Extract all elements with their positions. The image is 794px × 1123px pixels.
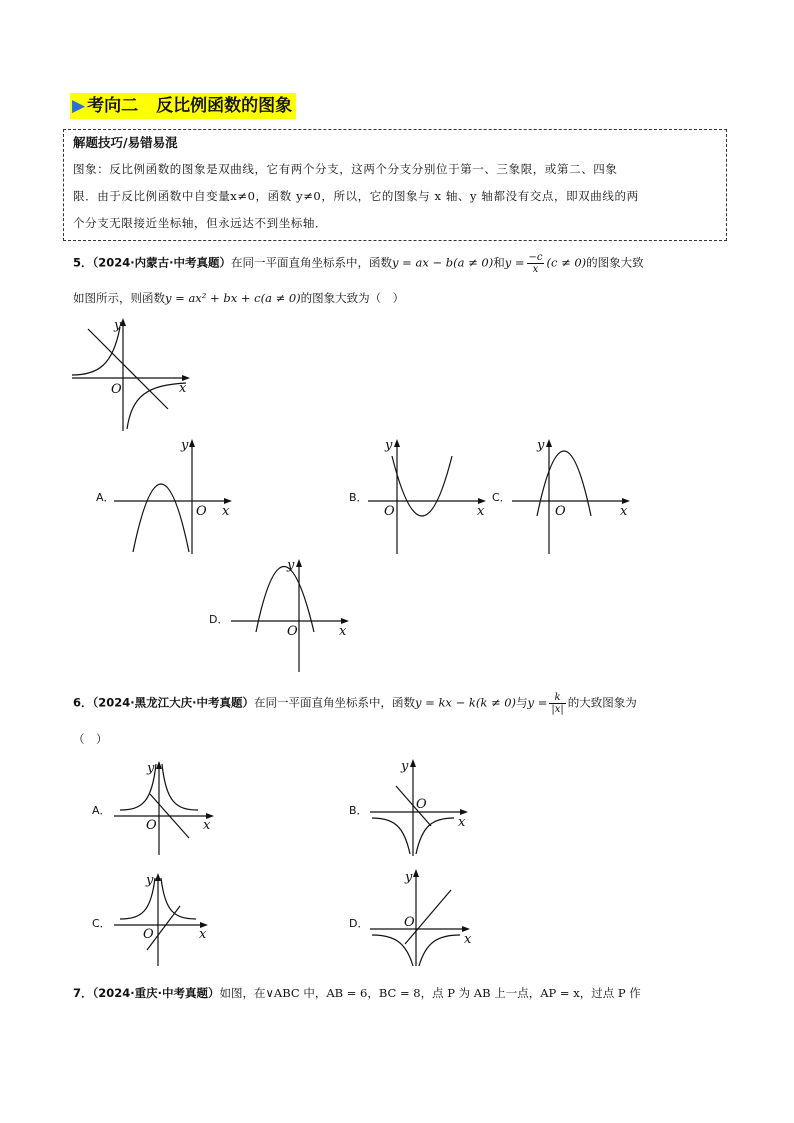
tip-line-3: 个分支无限接近坐标轴，但永远达不到坐标轴． xyxy=(73,216,328,230)
tip-title: 解题技巧/易错易混 xyxy=(73,135,178,150)
axis-x-label: x xyxy=(620,504,628,519)
q6-graph-b xyxy=(368,756,478,860)
axis-origin-label: O xyxy=(416,797,427,812)
heading-part2: 反比例函数的图象 xyxy=(156,96,293,116)
axis-origin-label: O xyxy=(287,624,298,639)
q7-number: 7． xyxy=(73,986,93,1000)
q5-cond2: (c ≠ 0) xyxy=(546,255,587,270)
q5-frac-den: x xyxy=(532,264,539,275)
q6-frac-den: |x| xyxy=(551,704,564,715)
axis-y-label: y xyxy=(147,761,155,776)
q6-option-a[interactable]: A． xyxy=(92,804,111,817)
axis-y-label: y xyxy=(537,438,545,453)
q6-graph-d xyxy=(368,866,483,970)
axis-y-label: y xyxy=(287,558,295,573)
q5-option-d[interactable]: D． xyxy=(209,613,229,626)
axis-x-label: x xyxy=(458,815,466,830)
q5-frac-num: −c xyxy=(528,252,543,263)
axis-x-label: x xyxy=(203,818,211,833)
q6-number: 6． xyxy=(73,695,93,710)
q5-graph-d xyxy=(229,556,354,676)
axis-y-label: y xyxy=(401,759,409,774)
axis-y-label: y xyxy=(405,870,413,885)
axis-origin-label: O xyxy=(384,504,395,519)
q5-and: 和 xyxy=(493,255,505,270)
q5-fraction xyxy=(527,252,545,275)
q5-text2: 的图象大致 xyxy=(586,255,644,270)
q5-option-b[interactable]: B． xyxy=(349,491,368,504)
axis-x-label: x xyxy=(222,504,230,519)
q5-line1 xyxy=(73,252,644,275)
q6-graph-a xyxy=(112,758,222,858)
axis-y-label: y xyxy=(114,318,122,333)
q6-and: 与 xyxy=(516,695,528,710)
q5-graph-c xyxy=(510,436,635,556)
axis-y-label: y xyxy=(385,438,393,453)
axis-x-label: x xyxy=(477,504,485,519)
q6-graph-c xyxy=(112,870,222,970)
q5-graph-a xyxy=(112,436,237,556)
axis-y-label: y xyxy=(146,873,154,888)
q5-line2b: 的图象大致为（ ） xyxy=(300,291,405,305)
q6-fraction xyxy=(549,692,565,715)
axis-x-label: x xyxy=(464,932,472,947)
q6-option-c[interactable]: C． xyxy=(92,917,111,930)
axis-x-label: x xyxy=(199,927,207,942)
q5-line2a: 如图所示，则函数 xyxy=(73,291,165,305)
axis-x-label: x xyxy=(339,624,347,639)
axis-y-label: y xyxy=(181,438,189,453)
axis-origin-label: O xyxy=(555,504,566,519)
q5-option-a[interactable]: A． xyxy=(96,491,115,504)
q6-line1 xyxy=(73,692,637,715)
q6-text2: 的大致图象为 xyxy=(567,695,637,710)
tip-line-2: 限．由于反比例函数中自变量x≠0，函数 y≠0，所以，它的图象与 x 轴、y 轴都没有交点，即双曲线的两 xyxy=(73,189,639,203)
axis-origin-label: O xyxy=(111,382,122,397)
q6-option-d[interactable]: D． xyxy=(349,917,369,930)
q5-func3: y = ax² + bx + c(a ≠ 0) xyxy=(165,291,301,305)
q7-line1 xyxy=(73,985,641,1001)
q5-option-c[interactable]: C． xyxy=(492,491,511,504)
axis-origin-label: O xyxy=(143,927,154,942)
q7-source: （2024·重庆·中考真题） xyxy=(92,986,220,1000)
q6-option-b[interactable]: B． xyxy=(349,804,368,817)
q5-given-graph xyxy=(68,315,198,435)
q5-text1: 在同一平面直角坐标系中，函数 xyxy=(231,255,393,270)
q5-source: （2024·内蒙古·中考真题） xyxy=(92,255,232,270)
q5-func1: y = ax − b(a ≠ 0) xyxy=(392,255,494,270)
q5-number: 5． xyxy=(73,255,93,270)
q6-frac-num: k xyxy=(549,692,565,704)
axis-origin-label: O xyxy=(196,504,207,519)
q6-line2: （ ） xyxy=(73,732,108,746)
q5-y-eq: y = xyxy=(504,255,525,270)
q6-func1: y = kx − k(k ≠ 0) xyxy=(415,695,517,710)
q6-y-eq: y = xyxy=(527,695,548,710)
axis-origin-label: O xyxy=(146,818,157,833)
axis-origin-label: O xyxy=(404,915,415,930)
axis-x-label: x xyxy=(179,381,187,396)
q6-source: （2024·黑龙江大庆·中考真题） xyxy=(92,695,255,710)
heading-part1: 考向二 xyxy=(87,96,139,116)
section-heading xyxy=(70,93,296,119)
tip-line-1: 图象：反比例函数的图象是双曲线，它有两个分支，这两个分支分别位于第一、三象限，或第二、四象 xyxy=(73,162,618,176)
q7-text: 如图，在∨ABC 中，AB = 6，BC = 8，点 P 为 AB 上一点，AP = x，过点 P 作 xyxy=(219,986,641,1000)
q5-graph-b xyxy=(366,436,491,556)
q5-line2 xyxy=(73,290,404,306)
triangle-icon: ▶ xyxy=(72,96,86,116)
q6-text1: 在同一平面直角坐标系中，函数 xyxy=(254,695,416,710)
